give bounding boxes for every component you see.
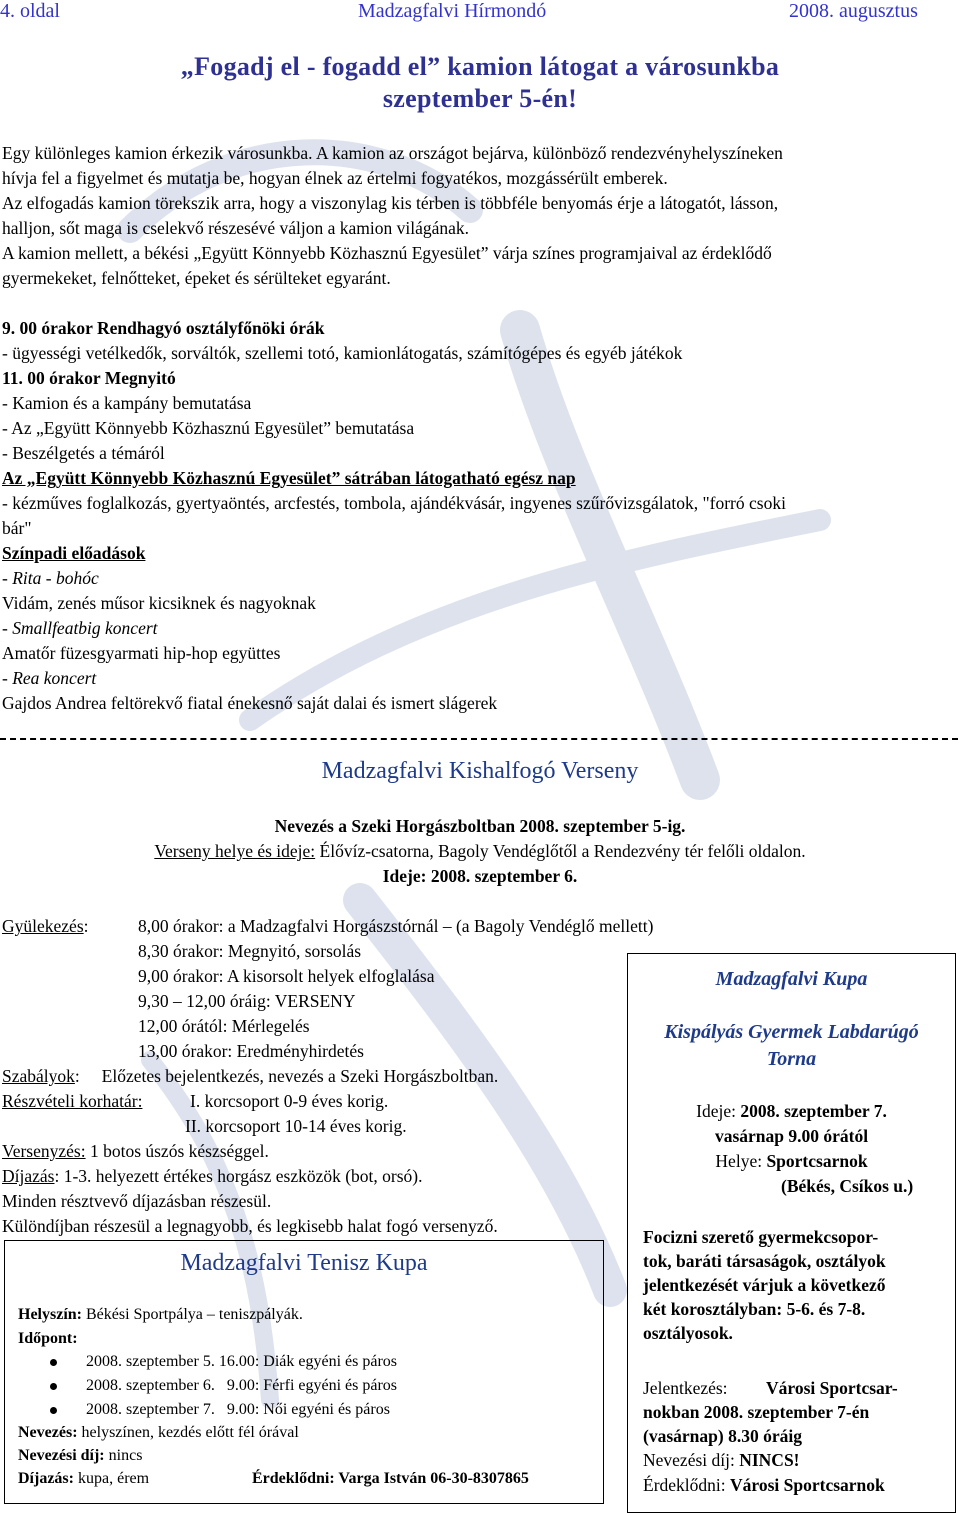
bullet-icon <box>50 1383 57 1390</box>
program-line: Vidám, zenés műsor kicsiknek és nagyoknak <box>2 593 316 613</box>
competition-label: Versenyzés: <box>2 1141 86 1161</box>
fishing-date: Ideje: 2008. szeptember 6. <box>382 866 578 886</box>
tennis-time-label: Időpont: <box>18 1330 78 1347</box>
cup-subtitle-line2: Torna <box>766 1048 817 1070</box>
cup-apply: (vasárnap) 8.30 óráig <box>643 1426 802 1446</box>
schedule-item: 9,30 – 12,00 óráig: VERSENY <box>138 991 356 1011</box>
tennis-fee-label: Nevezési díj: <box>18 1447 105 1464</box>
tennis-location-label: Helyszín: <box>18 1306 82 1323</box>
program-line: Amatőr füzesgyarmati hip-hop együttes <box>2 643 281 663</box>
cup-fee <box>643 1450 800 1471</box>
tennis-item: 2008. szeptember 7. 9.00: Női egyéni és páros <box>86 1401 390 1418</box>
cup-date <box>627 1101 956 1122</box>
prize-text: : 1-3. helyezett értékes horgász eszközök (bot, orsó). <box>54 1166 423 1186</box>
all-participants: Minden résztvevő díjazásban részesül. <box>2 1191 272 1211</box>
intro-line: gyermekeket, felnőtteket, épeket és sérülteket egyaránt. <box>2 268 391 288</box>
competition-line <box>2 1141 269 1162</box>
program-line: - kézműves foglalkozás, gyertyaöntés, arcfestés, tombola, ajándékvásár, ingyenes szűrővizsgálatok, "forró csoki <box>2 493 786 513</box>
cup-contact-label: Érdeklődni: <box>643 1475 730 1495</box>
tennis-contact: Érdeklődni: Varga István 06-30-8307865 <box>252 1470 529 1487</box>
cup-date-value: 2008. szeptember 7. <box>740 1101 887 1121</box>
gather-label <box>2 916 89 937</box>
prize-line <box>2 1166 423 1187</box>
page-number: 4. oldal <box>0 0 60 22</box>
rules-line <box>2 1066 498 1087</box>
program-heading: 9. 00 órakor Rendhagyó osztályfőnöki órák <box>2 318 325 338</box>
schedule-item: 13,00 órakor: Eredményhirdetés <box>138 1041 364 1061</box>
special-prize: Különdíjban részesül a legnagyobb, és legkisebb halat fogó versenyző. <box>2 1216 498 1236</box>
program-heading: Az „Együtt Könnyebb Közhasznú Egyesület” sátrában látogatható egész nap <box>2 468 576 488</box>
fishing-registration: Nevezés a Szeki Horgászboltban 2008. szeptember 5-ig. <box>274 816 686 836</box>
intro-line: A kamion mellett, a békési „Együtt Könnyebb Közhasznú Egyesület” várja színes programjaival az érdeklődő <box>2 243 772 263</box>
tennis-fee <box>18 1447 142 1465</box>
program-line: - Smallfeatbig koncert <box>2 618 158 638</box>
rules-label: Szabályok <box>2 1066 75 1086</box>
cup-fee-value: NINCS! <box>739 1450 800 1470</box>
tennis-registration-label: Nevezés: <box>18 1424 78 1441</box>
cup-place-label: Helye: <box>715 1151 767 1171</box>
tennis-title: Madzagfalvi Tenisz Kupa <box>180 1250 428 1276</box>
cup-apply-label: Jelentkezés: <box>643 1378 728 1398</box>
tennis-registration <box>18 1424 299 1442</box>
age-label: Részvételi korhatár: <box>2 1091 143 1111</box>
program-heading: 11. 00 órakor Megnyitó <box>2 368 176 388</box>
gather-label-text: Gyülekezés <box>2 916 84 936</box>
prize-label: Díjazás <box>2 1166 55 1186</box>
cup-apply: Városi Sportcsar- <box>766 1378 898 1398</box>
age-group: I. korcsoport 0-9 éves korig. <box>190 1091 389 1111</box>
program-line: - Beszélgetés a témáról <box>2 443 165 463</box>
cup-apply: nokban 2008. szeptember 7-én <box>643 1402 870 1422</box>
cup-place <box>627 1151 956 1172</box>
program-line: - ügyességi vetélkedők, sorváltók, szellemi totó, kamionlátogatás, számítógépes és egyéb játékok <box>2 343 683 363</box>
cup-contact <box>643 1475 885 1496</box>
program-line: Gajdos Andrea feltörekvő fiatal énekesnő saját dalai és ismert slágerek <box>2 693 498 713</box>
newspaper-name: Madzagfalvi Hírmondó <box>358 0 547 22</box>
bullet-icon <box>50 1359 57 1366</box>
bullet-icon <box>50 1407 57 1414</box>
tennis-prize-label: Díjazás: <box>18 1470 74 1487</box>
intro-line: Az elfogadás kamion törekszik arra, hogy a viszonylag kis térben is többféle benyomás érje a látogatót, lásson, <box>2 193 779 213</box>
tennis-item: 2008. szeptember 6. 9.00: Férfi egyéni és páros <box>86 1377 398 1394</box>
tennis-prize-text: kupa, érem <box>73 1470 150 1487</box>
cup-place-value: Sportcsarnok <box>766 1151 868 1171</box>
program-line: - Rea koncert <box>2 668 97 688</box>
cup-fee-label: Nevezési díj: <box>643 1450 740 1470</box>
cup-text: Focizni szerető gyermekcsopor- <box>643 1227 879 1247</box>
program-line: - Rita - bohóc <box>2 568 99 588</box>
article-title-line2: szeptember 5-én! <box>382 84 578 113</box>
schedule-item: 12,00 órától: Mérlegelés <box>138 1016 310 1036</box>
schedule-item: 8,30 órakor: Megnyitó, sorsolás <box>138 941 362 961</box>
intro-line: Egy különleges kamion érkezik városunkba. A kamion az országot bejárva, különböző rendezvényhelyszíneken <box>2 143 783 163</box>
cup-contact-value: Városi Sportcsarnok <box>730 1475 885 1495</box>
cup-text: jelentkezését várjuk a következő <box>643 1275 886 1295</box>
cup-day: vasárnap 9.00 órától <box>714 1126 869 1146</box>
tennis-location <box>18 1306 303 1324</box>
fishing-place <box>0 841 960 862</box>
intro-line: halljon, sőt maga is cselekvő részesévé váljon a kamion világának. <box>2 218 470 238</box>
cup-date-label: Ideje: <box>696 1101 741 1121</box>
fishing-title: Madzagfalvi Kishalfogó Verseny <box>321 758 639 784</box>
program-line: bár" <box>2 518 32 538</box>
cup-subtitle: Kispályás Gyermek Labdarúgó <box>664 1021 919 1043</box>
gather-colon: : <box>83 916 89 936</box>
competition-text: 1 botos úszós készséggel. <box>85 1141 269 1161</box>
intro-line: hívja fel a figyelmet és mutatja be, hogyan élnek az értelmi fogyatékos, mozgássérült emberek. <box>2 168 668 188</box>
program-line: - Az „Együtt Könnyebb Közhasznú Egyesület” bemutatása <box>2 418 415 438</box>
cup-text: két korosztályban: 5-6. és 7-8. <box>643 1299 866 1319</box>
rules-text: : Előzetes bejelentkezés, nevezés a Szeki Horgászboltban. <box>74 1066 499 1086</box>
program-heading: Színpadi előadások <box>2 543 146 563</box>
tennis-prize <box>18 1470 149 1488</box>
fishing-place-text: Élővíz-csatorna, Bagoly Vendéglőtől a Rendezvény tér felőli oldalon. <box>315 841 806 861</box>
program-line: - Kamion és a kampány bemutatása <box>2 393 252 413</box>
issue-date: 2008. augusztus <box>789 0 918 22</box>
schedule-item: 9,00 órakor: A kisorsolt helyek elfoglalása <box>138 966 435 986</box>
cup-text: tok, baráti társaságok, osztályok <box>643 1251 886 1271</box>
tennis-fee-text: nincs <box>104 1447 143 1464</box>
tennis-location-text: Békési Sportpálya – teniszpályák. <box>82 1306 303 1323</box>
tennis-item: 2008. szeptember 5. 16.00: Diák egyéni és páros <box>86 1353 398 1370</box>
cup-text: osztályosok. <box>643 1323 733 1343</box>
article-title: „Fogadj el - fogadd el” kamion látogat a városunkba <box>180 52 780 81</box>
tennis-registration-text: helyszínen, kezdés előtt fél órával <box>77 1424 299 1441</box>
section-divider <box>0 738 958 740</box>
cup-place-address: (Békés, Csíkos u.) <box>781 1176 914 1196</box>
fishing-place-label: Verseny helye és ideje: <box>154 841 316 861</box>
cup-title: Madzagfalvi Kupa <box>715 968 868 990</box>
schedule-item: 8,00 órakor: a Madzagfalvi Horgászstórnál – (a Bagoly Vendéglő mellett) <box>138 916 654 936</box>
age-group: II. korcsoport 10-14 éves korig. <box>185 1116 407 1136</box>
